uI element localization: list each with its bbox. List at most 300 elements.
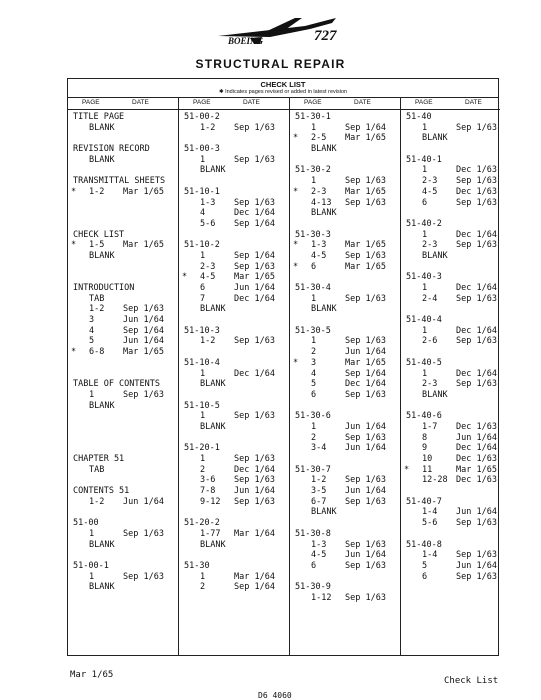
page-entry: TABLE OF CONTENTS (73, 379, 160, 390)
checklist-row (290, 336, 400, 347)
checklist-row (290, 240, 400, 251)
page-entry: 51-00-3 (184, 144, 220, 155)
date-entry: Dec 1/64 (456, 443, 497, 454)
page-entry: 51-10-1 (184, 186, 220, 197)
checklist-row (290, 230, 400, 241)
checklist-row (290, 379, 400, 390)
checklist-row (290, 358, 400, 369)
checklist-row (68, 465, 178, 476)
page-entry: 1 (89, 389, 95, 400)
date-entry: Sep 1/64 (234, 582, 275, 593)
date-entry: Sep 1/64 (345, 122, 386, 133)
checklist-row (401, 518, 500, 529)
checklist-row (401, 230, 500, 241)
column-header (68, 97, 178, 110)
checklist-row (401, 358, 500, 369)
checklist-row (290, 411, 400, 422)
checklist-table (67, 78, 499, 656)
checklist-row (68, 454, 178, 465)
checklist-row (179, 198, 289, 209)
date-entry: Sep 1/64 (345, 368, 386, 379)
column-header (179, 97, 289, 110)
checklist-row (290, 326, 400, 337)
column-rows (401, 110, 500, 582)
checklist-row (290, 176, 400, 187)
checklist-row (179, 486, 289, 497)
page-entry: 1-2 (89, 304, 105, 315)
page-entry: 1 (422, 165, 428, 176)
page-entry: BLANK (422, 250, 448, 261)
page-entry: 51-00-1 (73, 560, 109, 571)
page-entry: 1 (200, 368, 206, 379)
date-entry: Jun 1/64 (456, 507, 497, 518)
revision-marker: * (293, 186, 299, 197)
date-entry: Sep 1/63 (123, 389, 164, 400)
page-entry: 6 (422, 571, 428, 582)
page-entry: 2-5 (311, 133, 327, 144)
page-entry: 51-40 (406, 112, 432, 122)
date-entry: Sep 1/63 (345, 560, 386, 571)
page-entry: TRANSMITTAL SHEETS (73, 176, 166, 187)
column-header (401, 97, 500, 110)
checklist-row (68, 294, 178, 305)
checklist-row (179, 123, 289, 134)
column-header-date: DATE (132, 99, 149, 106)
date-entry: Sep 1/63 (234, 336, 275, 347)
page-entry: 51-00 (73, 518, 99, 529)
logo-model: 727 (314, 28, 337, 44)
date-entry: Dec 1/64 (234, 368, 275, 379)
page-entry: BLANK (311, 144, 337, 155)
page-entry: 1-4 (422, 550, 438, 561)
column-rows (179, 110, 289, 593)
checklist-row (290, 593, 400, 604)
date-entry: Mar 1/65 (345, 133, 386, 144)
page-entry: 2-3 (311, 186, 327, 197)
page-entry: 9 (422, 443, 428, 454)
page-entry: 7 (200, 293, 206, 304)
page-entry: BLANK (89, 250, 115, 261)
checklist-row (290, 540, 400, 551)
checklist-row (401, 540, 500, 551)
checklist-row (179, 219, 289, 230)
checklist-row (179, 240, 289, 251)
checklist-row (401, 411, 500, 422)
date-entry: Dec 1/64 (456, 229, 497, 240)
page-entry: BLANK (311, 507, 337, 518)
checklist-row (290, 133, 400, 144)
page-entry: 51-40-8 (406, 539, 442, 550)
date-entry: Sep 1/64 (234, 218, 275, 229)
revision-marker: * (71, 347, 77, 358)
checklist-row (290, 123, 400, 134)
date-entry: Sep 1/64 (123, 325, 164, 336)
checklist-row (68, 240, 178, 251)
page-entry: BLANK (200, 421, 226, 432)
page-entry: 1-3 (311, 539, 327, 550)
page-entry: 51-30-6 (295, 411, 331, 422)
checklist-row (401, 240, 500, 251)
page-entry: 1 (422, 122, 428, 133)
checklist-row (68, 219, 178, 230)
page-entry: 1-5 (89, 240, 105, 251)
checklist-row (290, 401, 400, 412)
date-entry: Jun 1/64 (234, 283, 275, 293)
page-entry: 1-2 (200, 122, 216, 133)
checklist-column (179, 97, 290, 655)
date-entry: Dec 1/63 (456, 165, 497, 176)
checklist-row (68, 336, 178, 347)
date-entry: Jun 1/64 (234, 486, 275, 497)
checklist-row (401, 336, 500, 347)
checklist-row (290, 294, 400, 305)
date-entry: Sep 1/63 (234, 475, 275, 486)
checklist-row (401, 422, 500, 433)
date-entry: Jun 1/64 (345, 443, 386, 454)
column-rows (68, 110, 178, 593)
page-entry: BLANK (89, 154, 115, 165)
checklist-row (68, 326, 178, 337)
page-entry: 7-8 (200, 486, 216, 497)
checklist-row (401, 208, 500, 219)
page-entry: 1 (200, 454, 206, 464)
page-entry: 5-6 (422, 518, 438, 529)
date-entry: Sep 1/63 (345, 539, 386, 550)
page-entry: 1-2 (311, 475, 327, 486)
page-entry: 5 (89, 336, 95, 347)
checklist-row (179, 401, 289, 412)
checklist-row (401, 251, 500, 262)
page-entry: 2-3 (422, 240, 438, 251)
date-entry: Sep 1/63 (234, 496, 275, 507)
date-entry: Dec 1/64 (456, 283, 497, 293)
page-entry: 2-3 (200, 261, 216, 272)
checklist-row (401, 187, 500, 198)
page-entry: 6 (311, 261, 317, 272)
page-entry: 2 (311, 432, 317, 443)
date-entry: Dec 1/64 (345, 379, 386, 390)
page-entry: BLANK (200, 379, 226, 390)
checklist-row (179, 155, 289, 166)
checklist-row (68, 144, 178, 155)
column-header-page: PAGE (304, 99, 322, 106)
checklist-row (179, 507, 289, 518)
date-entry: Mar 1/65 (123, 240, 164, 251)
date-entry: Dec 1/64 (234, 293, 275, 304)
page-entry: 51-40-6 (406, 411, 442, 422)
checklist-row (179, 518, 289, 529)
date-entry: Dec 1/64 (234, 464, 275, 475)
checklist-row (290, 272, 400, 283)
checklist-row (68, 390, 178, 401)
column-header-date: DATE (465, 99, 482, 106)
page-entry: 3 (311, 357, 317, 368)
checklist-row (179, 272, 289, 283)
page-entry: 5-6 (200, 218, 216, 229)
checklist-row (179, 230, 289, 241)
checklist-row (68, 518, 178, 529)
checklist-column (290, 97, 401, 655)
checklist-row (68, 272, 178, 283)
date-entry: Dec 1/63 (456, 186, 497, 197)
checklist-column (401, 97, 500, 655)
date-entry: Sep 1/63 (345, 250, 386, 261)
checklist-row (68, 112, 178, 123)
checklist-row (68, 304, 178, 315)
date-entry: Sep 1/63 (456, 293, 497, 304)
checklist-row (68, 155, 178, 166)
checklist-row (401, 283, 500, 294)
checklist-row (401, 347, 500, 358)
checklist-row (179, 561, 289, 572)
page-entry: 1 (200, 411, 206, 422)
page-entry: 5 (311, 379, 317, 390)
page-entry: 51-30 (184, 560, 210, 571)
page-entry: 1 (200, 250, 206, 261)
page-entry: 51-20-2 (184, 518, 220, 529)
checklist-row (68, 133, 178, 144)
checklist-row (290, 304, 400, 315)
checklist-row (179, 411, 289, 422)
page-entry: CHAPTER 51 (73, 454, 125, 464)
page-entry: 6-7 (311, 496, 327, 507)
page-entry: BLANK (422, 133, 448, 144)
date-entry: Mar 1/64 (234, 528, 275, 539)
checklist-row (290, 369, 400, 380)
page-entry: 4 (89, 325, 95, 336)
page-entry: 51-10-4 (184, 357, 220, 368)
checklist-row (290, 347, 400, 358)
checklist-row (401, 315, 500, 326)
checklist-row (68, 358, 178, 369)
checklist-row (68, 379, 178, 390)
checklist-row (68, 475, 178, 486)
checklist-row (290, 144, 400, 155)
checklist-row (179, 582, 289, 593)
checklist-row (179, 315, 289, 326)
page-entry: 51-40-3 (406, 272, 442, 283)
page-entry: BLANK (200, 539, 226, 550)
page-entry: 51-30-5 (295, 325, 331, 336)
date-entry: Sep 1/63 (234, 261, 275, 272)
checklist-row (179, 133, 289, 144)
checklist-row (401, 443, 500, 454)
date-entry: Sep 1/63 (345, 432, 386, 443)
revision-marker: * (71, 186, 77, 197)
checklist-row (179, 475, 289, 486)
checklist-row (179, 326, 289, 337)
page-entry: 6 (311, 560, 317, 571)
page-entry: 2 (311, 347, 317, 358)
checklist-row (68, 369, 178, 380)
checklist-row (68, 283, 178, 294)
checklist-row (401, 529, 500, 540)
checklist-row (68, 550, 178, 561)
date-entry: Sep 1/63 (123, 304, 164, 315)
date-entry: Sep 1/63 (345, 336, 386, 347)
date-entry: Sep 1/64 (234, 250, 275, 261)
checklist-row (290, 187, 400, 198)
checklist-title: CHECK LIST (260, 80, 306, 89)
page-entry: REVISION RECORD (73, 144, 150, 155)
page-entry: TITLE PAGE (73, 112, 125, 122)
date-entry: Dec 1/63 (456, 454, 497, 464)
date-entry: Jun 1/64 (345, 421, 386, 432)
page-entry: 2-3 (422, 176, 438, 187)
date-entry: Sep 1/63 (456, 379, 497, 390)
page-entry: 3-5 (311, 486, 327, 497)
checklist-row (179, 433, 289, 444)
page-entry: BLANK (89, 582, 115, 593)
date-entry: Sep 1/63 (234, 411, 275, 422)
page-entry: TAB (89, 293, 105, 304)
checklist-row (290, 582, 400, 593)
column-header-date: DATE (354, 99, 371, 106)
checklist-row (179, 187, 289, 198)
page-entry: 1-12 (311, 592, 332, 603)
checklist-row (179, 347, 289, 358)
checklist-row (68, 208, 178, 219)
date-entry: Sep 1/63 (456, 176, 497, 187)
checklist-row (401, 507, 500, 518)
date-entry: Sep 1/63 (456, 197, 497, 208)
footer-date: Mar 1/65 (70, 670, 114, 680)
page-entry: 4-5 (311, 250, 327, 261)
page-entry: 1 (89, 528, 95, 539)
date-entry: Sep 1/63 (345, 293, 386, 304)
date-entry: Sep 1/63 (456, 336, 497, 347)
page-entry: 51-10-2 (184, 240, 220, 251)
checklist-row (179, 497, 289, 508)
page-entry: 51-10-5 (184, 400, 220, 411)
checklist-row (290, 561, 400, 572)
date-entry: Mar 1/65 (345, 240, 386, 251)
revision-marker: * (293, 357, 299, 368)
checklist-row (401, 219, 500, 230)
checklist-row (68, 582, 178, 593)
page-entry: 4-5 (311, 550, 327, 561)
page-entry: 6-8 (89, 347, 105, 358)
date-entry: Sep 1/63 (345, 176, 386, 187)
date-entry: Dec 1/63 (456, 475, 497, 486)
checklist-row (401, 486, 500, 497)
checklist-row (290, 497, 400, 508)
date-entry: Mar 1/65 (123, 347, 164, 358)
page-entry: 1 (422, 368, 428, 379)
revision-note: ✱ Indicates pages revised or added in latest revision (218, 89, 348, 95)
date-entry: Jun 1/64 (345, 486, 386, 497)
page-entry: 3-6 (200, 475, 216, 486)
date-entry: Sep 1/63 (345, 592, 386, 603)
page-entry: 1-7 (422, 421, 438, 432)
page-entry: 1 (422, 283, 428, 293)
document-title: STRUCTURAL REPAIR (195, 57, 346, 71)
page-entry: 51-30-7 (295, 464, 331, 475)
date-entry: Sep 1/63 (345, 475, 386, 486)
checklist-row (290, 112, 400, 123)
checklist-row (290, 283, 400, 294)
checklist-row (401, 272, 500, 283)
page-entry: 4-5 (422, 186, 438, 197)
page-entry: 4 (311, 368, 317, 379)
page-entry: 51-20-1 (184, 443, 220, 454)
checklist-row (68, 347, 178, 358)
page-entry: 51-40-1 (406, 154, 442, 165)
checklist-row (290, 390, 400, 401)
boeing-727-logo (210, 14, 360, 48)
checklist-row (179, 144, 289, 155)
page-entry: 1 (422, 229, 428, 240)
page-entry: 51-30-1 (295, 112, 331, 122)
page-entry: 1-4 (422, 507, 438, 518)
date-entry: Sep 1/63 (456, 240, 497, 251)
page-entry: 51-00-2 (184, 112, 220, 122)
column-header-page: PAGE (193, 99, 211, 106)
page-entry: 1-2 (200, 336, 216, 347)
checklist-row (401, 176, 500, 187)
date-entry: Sep 1/63 (456, 518, 497, 529)
checklist-row (290, 433, 400, 444)
checklist-row (290, 518, 400, 529)
page-entry: BLANK (311, 304, 337, 315)
page-entry: BLANK (89, 122, 115, 133)
page-entry: 2 (200, 582, 206, 593)
checklist-row (179, 422, 289, 433)
checklist-row (68, 497, 178, 508)
page-entry: 4 (200, 208, 206, 219)
checklist-row (401, 475, 500, 486)
checklist-row (68, 507, 178, 518)
page-entry: 51-30-3 (295, 229, 331, 240)
checklist-row (290, 262, 400, 273)
checklist-row (179, 550, 289, 561)
date-entry: Mar 1/65 (345, 186, 386, 197)
checklist-row (401, 294, 500, 305)
date-entry: Dec 1/64 (234, 208, 275, 219)
checklist-row (68, 123, 178, 134)
date-entry: Jun 1/64 (456, 560, 497, 571)
checklist-row (401, 262, 500, 273)
page-entry: 51-40-4 (406, 315, 442, 326)
page-entry: 1-77 (200, 528, 221, 539)
checklist-row (401, 401, 500, 412)
page-entry: 51-30-9 (295, 582, 331, 593)
checklist-row (68, 486, 178, 497)
page-entry: 10 (422, 454, 433, 464)
page-entry: BLANK (200, 304, 226, 315)
column-rows (290, 110, 400, 604)
checklist-row (68, 315, 178, 326)
checklist-row (401, 304, 500, 315)
page-entry: 1 (200, 571, 206, 582)
logo-brand: BOEING (228, 36, 264, 46)
checklist-row (179, 465, 289, 476)
page-entry: 3 (89, 315, 95, 326)
page-entry: 6 (200, 283, 206, 293)
checklist-row (290, 208, 400, 219)
date-entry: Sep 1/63 (234, 122, 275, 133)
checklist-row (68, 561, 178, 572)
column-header-page: PAGE (415, 99, 433, 106)
date-entry: Mar 1/65 (345, 357, 386, 368)
date-entry: Sep 1/63 (345, 496, 386, 507)
checklist-row (179, 540, 289, 551)
date-entry: Sep 1/63 (123, 571, 164, 582)
checklist-row (68, 443, 178, 454)
page-entry: 1-3 (311, 240, 327, 251)
date-entry: Jun 1/64 (456, 432, 497, 443)
page-entry: 12-28 (422, 475, 448, 486)
